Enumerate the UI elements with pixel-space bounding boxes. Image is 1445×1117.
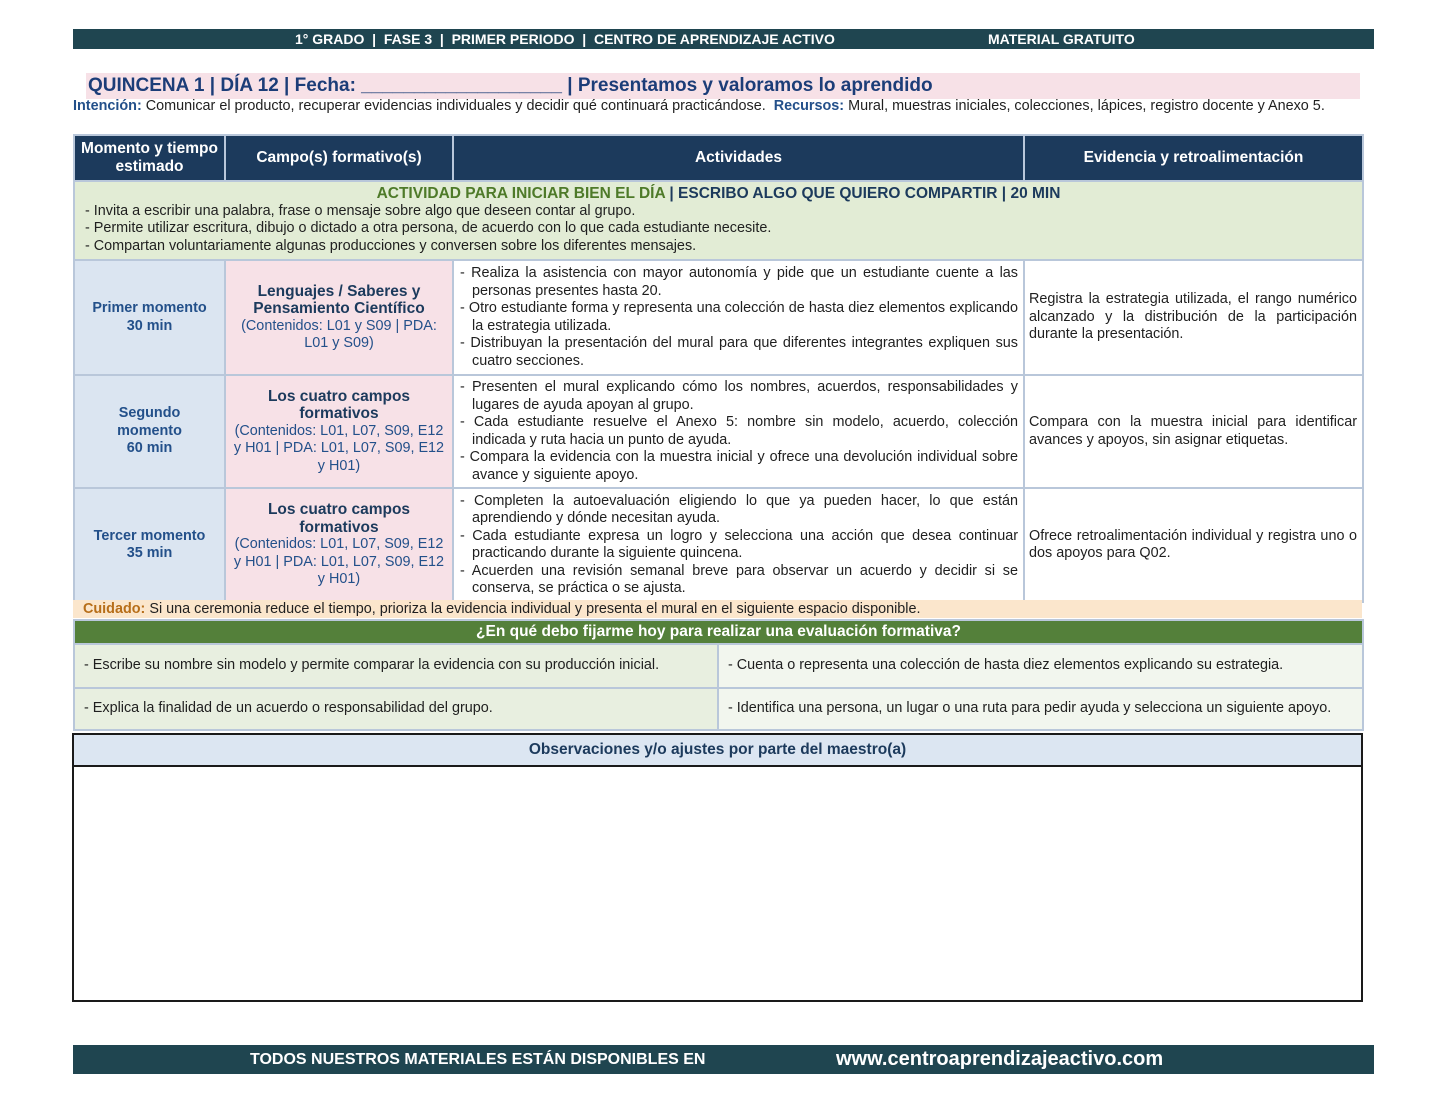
evaluation-row [74, 688, 1363, 730]
moment-cell [74, 488, 225, 602]
activity-item: - Acuerden una revisión semanal breve para observar un acuerdo y decidir si se conserva, se práctica o se ajusta. [460, 562, 1018, 596]
caution-label: Cuidado: [83, 601, 146, 617]
moment-name: Segundo momento [117, 405, 182, 439]
activities-cell [453, 375, 1024, 488]
start-activity-line: - Permite utilizar escritura, dibujo o dictado a otra persona, de acuerdo con lo que cada estudiante necesite. [85, 220, 772, 236]
observations-title: Observaciones y/o ajustes por parte del maestro(a) [74, 735, 1361, 767]
campo-detail: (Contenidos: L01, L07, S09, E12 y H01 | PDA: L01, L07, S09, E12 y H01) [233, 422, 445, 474]
moment-name: Tercer momento [93, 527, 206, 544]
moment-name: Primer momento [92, 300, 207, 316]
evaluation-row [74, 644, 1363, 688]
evaluation-table [73, 619, 1364, 731]
activities-cell [453, 260, 1024, 375]
evaluation-item [74, 688, 718, 730]
evidence-cell: Compara con la muestra inicial para identificar avances y apoyos, sin asignar etiquetas. [1024, 375, 1363, 488]
start-activity-title [76, 185, 1361, 203]
evaluation-item [718, 644, 1363, 688]
activity-item: - Compara la evidencia con la muestra inicial y ofrece una devolución individual sobre avance y siguiente apoyo. [460, 449, 1018, 483]
activity-item: - Presenten el mural explicando cómo los nombres, acuerdos, responsabilidades y lugares de ayuda apoyan al grupo. [460, 379, 1018, 413]
intro-paragraph [73, 98, 1373, 115]
observations-area[interactable] [74, 767, 1361, 1002]
start-activity-row [74, 181, 1363, 260]
observations-box [72, 733, 1363, 1002]
moment-time: 60 min [126, 440, 173, 457]
activity-item: - Distribuyan la presentación del mural para que diferentes integrantes expliquen sus cuatro secciones. [460, 335, 1018, 369]
evaluation-item-text: - Identifica una persona, un lugar o una ruta para pedir ayuda y selecciona un siguiente apoyo. [728, 700, 1332, 717]
header-campo: Campo(s) formativo(s) [225, 135, 453, 181]
table-row [74, 375, 1363, 488]
evaluation-item [718, 688, 1363, 730]
moment-time: 35 min [126, 545, 173, 561]
evaluation-header-row [74, 620, 1363, 644]
campo-detail: (Contenidos: L01, L07, S09, E12 y H01 | PDA: L01, L07, S09, E12 y H01) [233, 536, 445, 588]
top-banner [73, 29, 1374, 49]
page-title: QUINCENA 1 | DÍA 12 | Fecha: ___________________ | Presentamos y valoramos lo aprendido [86, 73, 1360, 99]
activity-item: - Realiza la asistencia con mayor autonomía y pide que un estudiante cuente a las personas presentes hasta 20. [460, 265, 1018, 299]
start-activity-line: - Compartan voluntariamente algunas producciones y conversen sobre los diferentes mensajes. [85, 237, 697, 254]
table-header-row [74, 135, 1363, 181]
start-activity-label: ACTIVIDAD PARA INICIAR BIEN EL DÍA [376, 185, 666, 202]
top-banner-info: 1° GRADO | FASE 3 | PRIMER PERIODO | CENTRO DE APRENDIZAJE ACTIVO [295, 31, 835, 47]
campo-detail: (Contenidos: L01 y S09 | PDA: L01 y S09) [241, 317, 437, 351]
campo-title: Los cuatro campos formativos [267, 387, 411, 423]
activities-cell [453, 488, 1024, 602]
start-activity-line: - Invita a escribir una palabra, frase o mensaje sobre algo que deseen contar al grupo. [85, 202, 636, 219]
start-activity-subtitle: | ESCRIBO ALGO QUE QUIERO COMPARTIR | 20 MIN [669, 185, 1061, 202]
activity-item: - Cada estudiante resuelve el Anexo 5: nombre sin modelo, acuerdo, colección indicada y ruta hacia un punto de ayuda. [460, 414, 1018, 448]
footer-website-link[interactable]: www.centroaprendizajeactivo.com [836, 1048, 1164, 1070]
plan-table [73, 134, 1364, 603]
footer-banner [73, 1045, 1374, 1074]
evidence-cell: Ofrece retroalimentación individual y registra uno o dos apoyos para Q02. [1024, 488, 1363, 602]
caution-text: Si una ceremonia reduce el tiempo, prioriza la evidencia individual y presenta el mural en el siguiente espacio disponible. [149, 601, 921, 617]
campo-title: Los cuatro campos formativos [267, 501, 411, 536]
evaluation-item-text: - Escribe su nombre sin modelo y permite comparar la evidencia con su producción inicial. [84, 657, 660, 674]
recursos-label: Recursos: [773, 98, 845, 114]
activity-item: - Otro estudiante forma y representa una colección de hasta diez elementos explicando la estrategia utilizada. [460, 300, 1018, 334]
recursos-text: Mural, muestras iniciales, colecciones, lápices, registro docente y Anexo 5. [848, 98, 1325, 114]
campo-cell [225, 260, 453, 375]
top-banner-free: MATERIAL GRATUITO [988, 31, 1135, 47]
evaluation-title: ¿En qué debo fijarme hoy para realizar una evaluación formativa? [74, 620, 1363, 644]
evidence-cell: Registra la estrategia utilizada, el rango numérico alcanzado y la distribución de la participación durante la presentación. [1024, 260, 1363, 375]
footer-text: TODOS NUESTROS MATERIALES ESTÁN DISPONIBLES EN [250, 1051, 706, 1068]
campo-title: Lenguajes / Saberes y Pensamiento Científico [253, 282, 425, 317]
moment-cell [74, 375, 225, 488]
table-row [74, 260, 1363, 375]
header-evidencia: Evidencia y retroalimentación [1024, 135, 1363, 181]
header-momento: Momento y tiempo estimado [74, 135, 225, 181]
campo-cell [225, 375, 453, 488]
caution-note [73, 600, 1362, 618]
activity-item: - Cada estudiante expresa un logro y selecciona una acción que desea continuar practicando durante la siguiente quincena. [460, 527, 1018, 561]
table-row [74, 488, 1363, 602]
activity-item: - Completen la autoevaluación eligiendo lo que ya pueden hacer, lo que están aprendiendo y dónde necesitan ayuda. [460, 492, 1018, 526]
intencion-label: Intención: [73, 98, 142, 114]
campo-cell [225, 488, 453, 602]
evaluation-item [74, 644, 718, 688]
evaluation-item-text: - Explica la finalidad de un acuerdo o responsabilidad del grupo. [84, 700, 493, 717]
moment-time: 30 min [126, 317, 173, 334]
evaluation-item-text: - Cuenta o representa una colección de hasta diez elementos explicando su estrategia. [728, 657, 1284, 674]
moment-cell [74, 260, 225, 375]
intencion-text: Comunicar el producto, recuperar evidencias individuales y decidir qué continuará practicándose. [145, 98, 766, 114]
header-actividades: Actividades [453, 135, 1024, 181]
start-activity-cell [74, 181, 1363, 260]
